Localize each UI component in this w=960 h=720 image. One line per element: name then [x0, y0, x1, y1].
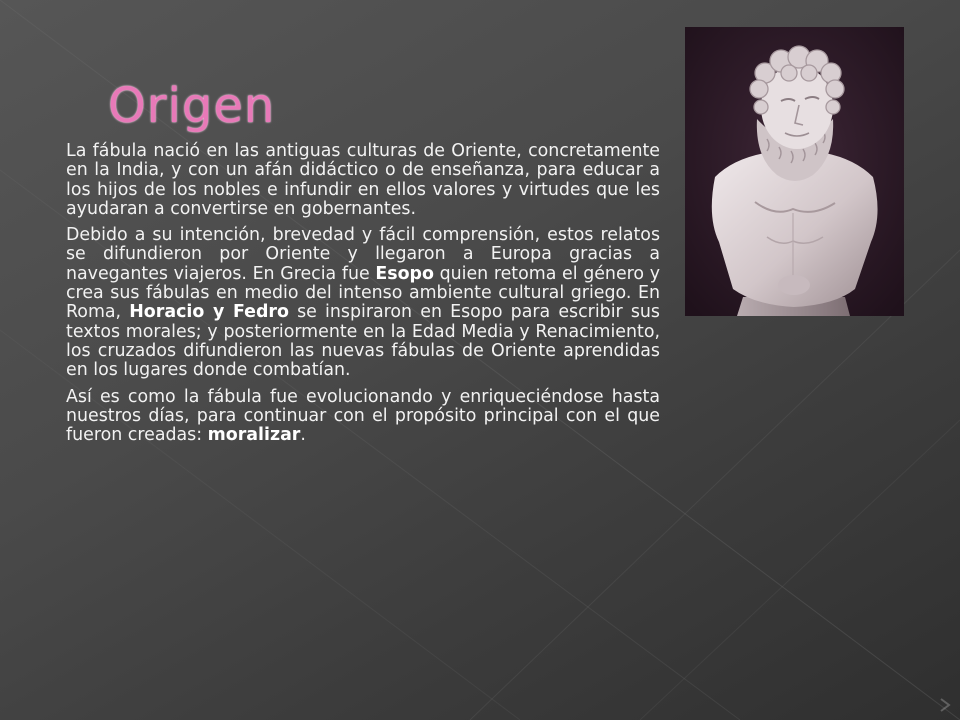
slide-title: Origen: [108, 78, 276, 134]
body-paragraph: [66, 388, 660, 446]
paragraph-text: quien retoma el género y crea sus fábulas en medio del intenso ambiente cultural griego. En Roma,: [66, 263, 660, 323]
bust-illustration: [685, 27, 904, 316]
paragraph-text: La fábula nació en las antiguas culturas de Oriente, concretamente en la India, y con un afán didáctico o de enseñanza, para educar a los hijos de los nobles e infundir en ellos valores y virtudes que les ayudaran a convertirse en gobernantes.: [66, 141, 660, 219]
slide-body-text: [66, 142, 660, 452]
paragraph-text: .: [300, 425, 306, 446]
body-paragraph: [66, 226, 660, 380]
emphasized-text: Esopo: [375, 263, 434, 284]
portrait-image: [685, 27, 904, 316]
body-paragraph: [66, 142, 660, 219]
emphasized-text: moralizar: [207, 425, 301, 446]
paragraph-text: Así es como la fábula fue evolucionando y enriqueciéndose hasta nuestros días, para continuar con el propósito principal con el que fueron creadas:: [66, 386, 660, 446]
emphasized-text: Horacio y Fedro: [129, 302, 289, 323]
next-slide-icon[interactable]: [936, 696, 954, 714]
paragraph-text: Debido a su intención, brevedad y fácil comprensión, estos relatos se difundieron por Oriente y llegaron a Europa gracias a navegantes viajeros. En Grecia fue: [66, 225, 660, 284]
paragraph-text: se inspiraron en Esopo para escribir sus textos morales; y posteriormente en la Edad Media y Renacimiento, los cruzados difundieron las nuevas fábulas de Oriente aprendidas en los lugares donde combatían.: [66, 302, 660, 381]
